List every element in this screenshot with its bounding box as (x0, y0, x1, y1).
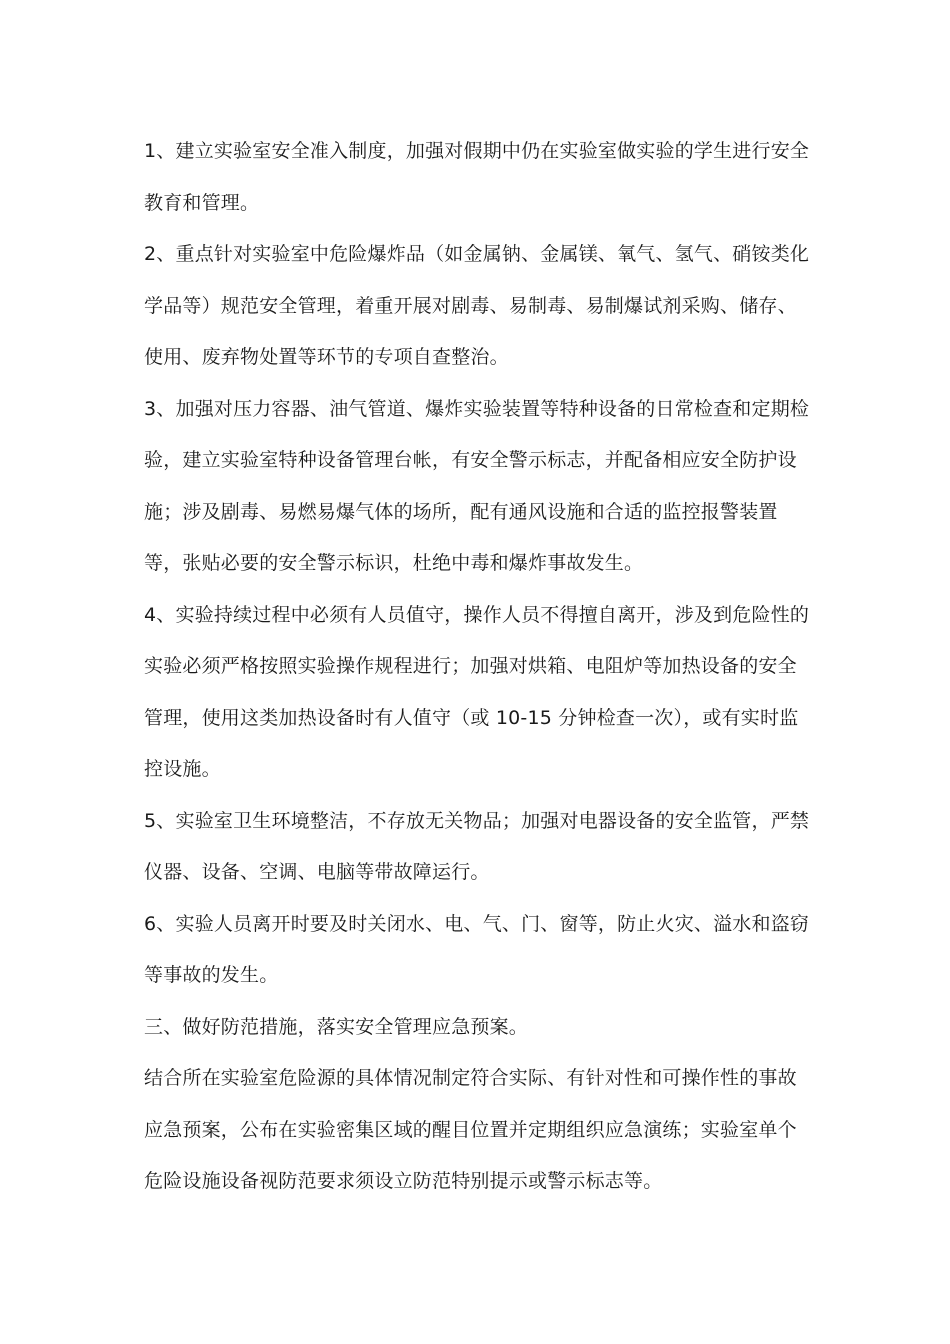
section-heading: 三、做好防范措施，落实安全管理应急预案。 (144, 1015, 529, 1038)
paragraph-item-4: 4、实验持续过程中必须有人员值守，操作人员不得擅自离开，涉及到危险性的实验必须严格按照实验操作规程进行；加强对烘箱、电阻炉等加热设备的安全管理，使用这类加热设备时有人值守（或 10-15 分钟检查一次），或有实时监控设施。 (144, 603, 810, 780)
paragraph-emergency-plan: 结合所在实验室危险源的具体情况制定符合实际、有针对性和可操作性的事故应急预案，公布在实验密集区域的醒目位置并定期组织应急演练；实验室单个危险设施设备视防范要求须设立防范特别提示或警示标志等。 (144, 1067, 797, 1192)
paragraph-item-3: 3、加强对压力容器、油气管道、爆炸实验装置等特种设备的日常检查和定期检验，建立实验室特种设备管理台帐，有安全警示标志，并配备相应安全防护设施；涉及剧毒、易燃易爆气体的场所，配有通风设施和合适的监控报警装置等，张贴必要的安全警示标识，杜绝中毒和爆炸事故发生。 (144, 397, 810, 574)
paragraph-item-6: 6、实验人员离开时要及时关闭水、电、气、门、窗等，防止火灾、溢水和盗窃等事故的发生。 (144, 912, 810, 986)
paragraph-item-5: 5、实验室卫生环境整洁，不存放无关物品；加强对电器设备的安全监管，严禁仪器、设备、空调、电脑等带故障运行。 (144, 809, 810, 883)
paragraph-item-1: 1、建立实验室安全准入制度，加强对假期中仍在实验室做实验的学生进行安全教育和管理。 (144, 140, 810, 214)
document-body (144, 126, 810, 1208)
paragraph-item-2: 2、重点针对实验室中危险爆炸品（如金属钠、金属镁、氧气、氢气、硝铵类化学品等）规范安全管理，着重开展对剧毒、易制毒、易制爆试剂采购、储存、使用、废弃物处置等环节的专项自查整治。 (144, 243, 810, 368)
